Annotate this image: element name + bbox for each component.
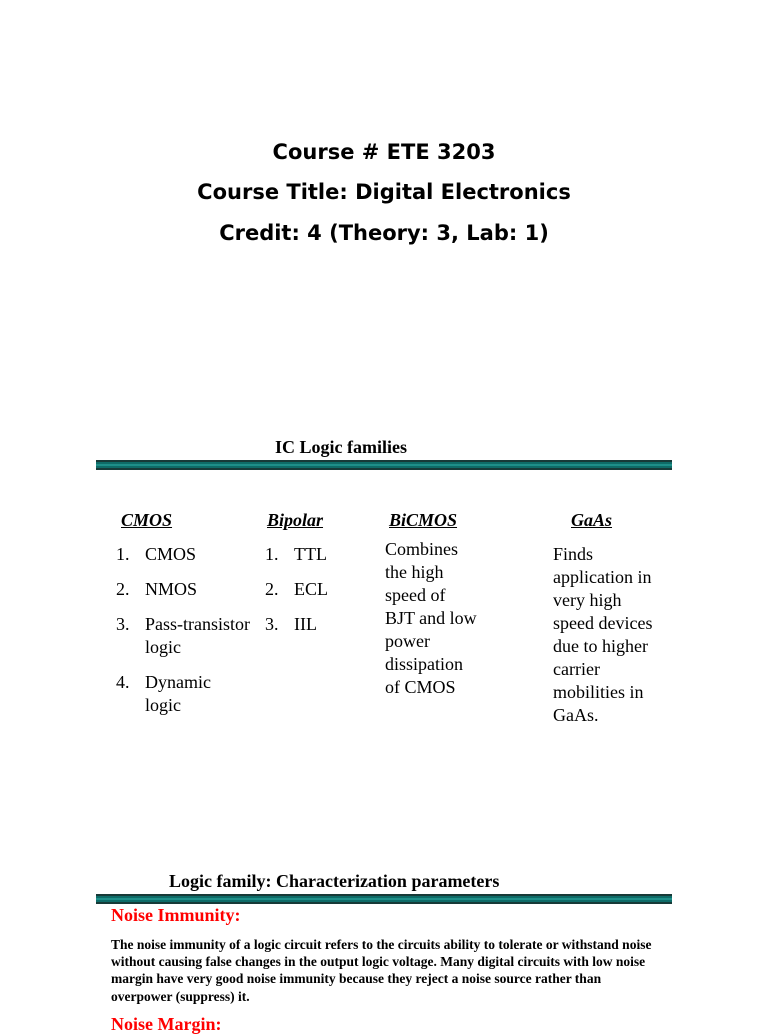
section-divider-bar	[96, 894, 672, 904]
list-number: 3.	[116, 614, 130, 634]
text-line: speed devices	[553, 613, 653, 633]
list-item-text: logic	[145, 695, 181, 715]
text-line: the high	[385, 562, 444, 582]
list-number: 1.	[116, 544, 130, 564]
list-item	[116, 613, 266, 659]
list-item-text: Pass-transistor	[145, 614, 250, 634]
text-line: Combines	[385, 539, 459, 559]
text-line: application in	[553, 567, 652, 587]
text-line: of CMOS	[385, 677, 456, 697]
text-line: mobilities in	[553, 682, 644, 702]
list-item	[265, 613, 375, 636]
list-item	[265, 578, 375, 601]
list-item-text: IIL	[294, 614, 317, 634]
section-divider-bar	[96, 460, 672, 470]
bicmos-heading: BiCMOS	[389, 510, 458, 530]
gaas-description	[553, 543, 693, 727]
text-line: BJT and low	[385, 608, 477, 628]
cmos-list	[116, 543, 266, 729]
text-line: speed of	[385, 585, 446, 605]
course-credit: Credit: 4 (Theory: 3, Lab: 1)	[219, 221, 549, 245]
bipolar-heading: Bipolar	[267, 510, 324, 530]
list-item-text: logic	[145, 637, 181, 657]
list-item	[116, 671, 266, 717]
text-line: carrier	[553, 659, 600, 679]
bipolar-list	[265, 543, 375, 648]
list-item-text: CMOS	[145, 544, 197, 564]
gaas-heading: GaAs	[571, 510, 613, 530]
list-item-text: ECL	[294, 579, 328, 599]
list-item	[116, 578, 266, 601]
characterization-title: Logic family: Characterization parameters	[169, 871, 500, 891]
text-line: power	[385, 631, 430, 651]
ic-logic-families-title: IC Logic families	[275, 437, 407, 457]
text-line: very high	[553, 590, 622, 610]
list-number: 4.	[116, 672, 130, 692]
list-item-text: TTL	[294, 544, 327, 564]
list-number: 1.	[265, 544, 279, 564]
list-number: 2.	[265, 579, 279, 599]
text-line: dissipation	[385, 654, 464, 674]
text-line: Finds	[553, 544, 594, 564]
noise-immunity-heading: Noise Immunity:	[111, 905, 241, 925]
course-number: Course # ETE 3203	[272, 140, 496, 164]
cmos-heading: CMOS	[121, 510, 173, 530]
list-number: 3.	[265, 614, 279, 634]
text-line: due to higher	[553, 636, 648, 656]
course-title: Course Title: Digital Electronics	[197, 180, 571, 204]
bicmos-description	[385, 538, 525, 699]
list-item	[116, 543, 266, 566]
list-item-text: NMOS	[145, 579, 198, 599]
noise-margin-heading: Noise Margin:	[111, 1014, 222, 1034]
list-item-text: Dynamic	[145, 672, 211, 692]
text-line: GaAs.	[553, 705, 599, 725]
list-item	[265, 543, 375, 566]
list-number: 2.	[116, 579, 130, 599]
noise-immunity-text: The noise immunity of a logic circuit refers to the circuits ability to tolerate or withstand noise without causing false changes in the output logic voltage. Many digital circuits with low noise margin have very good noise immunity because they reject a noise source rather than overpower (suppress) it.	[111, 937, 652, 1004]
